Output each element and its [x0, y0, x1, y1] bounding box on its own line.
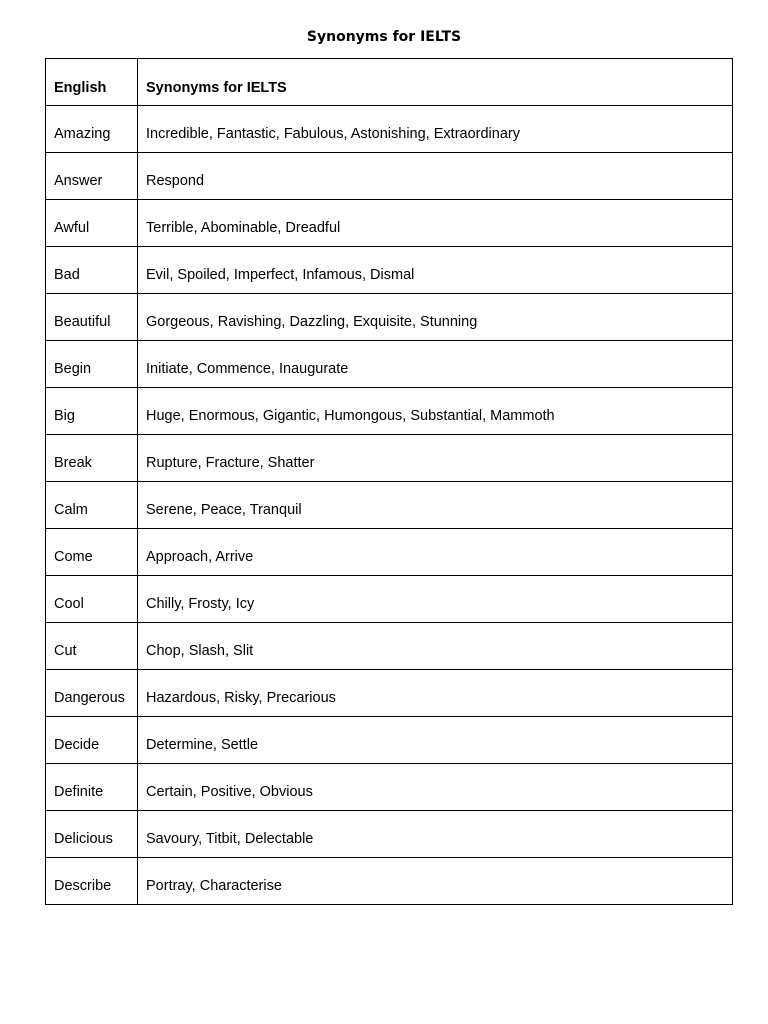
synonyms-cell: Portray, Characterise: [138, 858, 733, 905]
synonyms-cell: Evil, Spoiled, Imperfect, Infamous, Dismal: [138, 247, 733, 294]
english-word-cell: Definite: [46, 764, 138, 811]
english-word-cell: Answer: [46, 153, 138, 200]
synonyms-cell: Huge, Enormous, Gigantic, Humongous, Substantial, Mammoth: [138, 388, 733, 435]
table-row: [46, 106, 733, 153]
english-word-cell: Begin: [46, 341, 138, 388]
table-row: [46, 341, 733, 388]
synonyms-cell: Initiate, Commence, Inaugurate: [138, 341, 733, 388]
synonyms-cell: Serene, Peace, Tranquil: [138, 482, 733, 529]
table-row: [46, 670, 733, 717]
synonyms-cell: Determine, Settle: [138, 717, 733, 764]
table-row: [46, 153, 733, 200]
table-row: [46, 717, 733, 764]
column-header-english: English: [46, 59, 138, 106]
document-title: Synonyms for IELTS: [306, 29, 462, 45]
synonyms-cell: Gorgeous, Ravishing, Dazzling, Exquisite, Stunning: [138, 294, 733, 341]
english-word-cell: Big: [46, 388, 138, 435]
synonyms-cell: Chilly, Frosty, Icy: [138, 576, 733, 623]
table-row: [46, 623, 733, 670]
english-word-cell: Break: [46, 435, 138, 482]
table-row: [46, 529, 733, 576]
table-row: [46, 858, 733, 905]
synonyms-cell: Certain, Positive, Obvious: [138, 764, 733, 811]
synonyms-cell: Rupture, Fracture, Shatter: [138, 435, 733, 482]
english-word-cell: Come: [46, 529, 138, 576]
english-word-cell: Beautiful: [46, 294, 138, 341]
synonyms-cell: Savoury, Titbit, Delectable: [138, 811, 733, 858]
table-row: [46, 435, 733, 482]
english-word-cell: Describe: [46, 858, 138, 905]
english-word-cell: Calm: [46, 482, 138, 529]
synonyms-cell: Terrible, Abominable, Dreadful: [138, 200, 733, 247]
synonyms-cell: Chop, Slash, Slit: [138, 623, 733, 670]
table-row: [46, 294, 733, 341]
table-row: [46, 764, 733, 811]
table-row: [46, 576, 733, 623]
english-word-cell: Bad: [46, 247, 138, 294]
english-word-cell: Amazing: [46, 106, 138, 153]
english-word-cell: Decide: [46, 717, 138, 764]
synonyms-table: [45, 58, 733, 905]
english-word-cell: Delicious: [46, 811, 138, 858]
english-word-cell: Cool: [46, 576, 138, 623]
synonyms-cell: Respond: [138, 153, 733, 200]
english-word-cell: Cut: [46, 623, 138, 670]
table-row: [46, 247, 733, 294]
table-row: [46, 811, 733, 858]
table-row: [46, 200, 733, 247]
column-header-synonyms: Synonyms for IELTS: [138, 59, 733, 106]
synonyms-cell: Incredible, Fantastic, Fabulous, Astonishing, Extraordinary: [138, 106, 733, 153]
english-word-cell: Awful: [46, 200, 138, 247]
table-header-row: [46, 59, 733, 106]
table-row: [46, 482, 733, 529]
english-word-cell: Dangerous: [46, 670, 138, 717]
synonyms-cell: Approach, Arrive: [138, 529, 733, 576]
table-row: [46, 388, 733, 435]
synonyms-cell: Hazardous, Risky, Precarious: [138, 670, 733, 717]
